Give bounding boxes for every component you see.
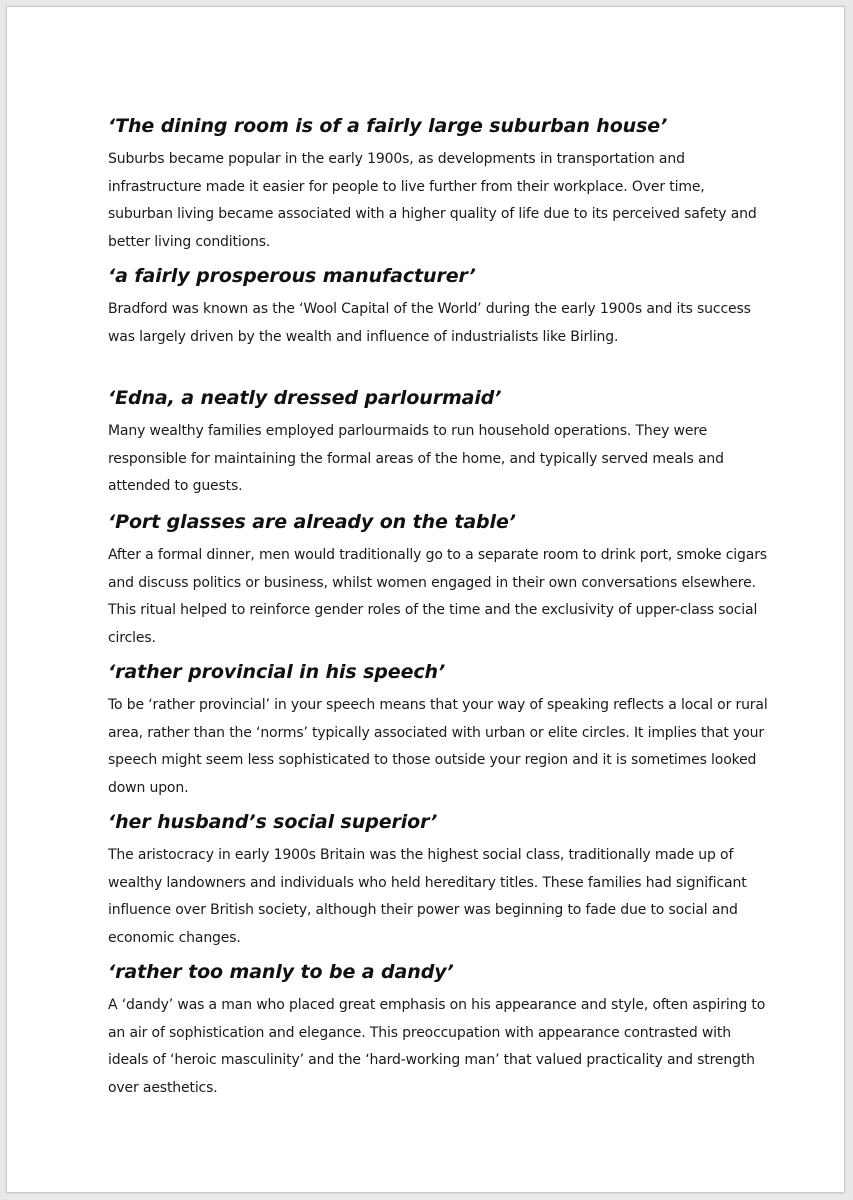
- section-heading: ‘The dining room is of a fairly large suburban house’: [108, 115, 668, 137]
- section-body: Suburbs became popular in the early 1900s, as developments in transportation and infrastructure made it easier for people to live further from their workplace. Over time, suburban living became associated with a higher quality of life due to its perceived safety and better living conditions.: [108, 151, 757, 250]
- section-body: The aristocracy in early 1900s Britain was the highest social class, traditionally made up of wealthy landowners and individuals who held hereditary titles. These families had significant influence over British society, although their power was beginning to fade due to social and economic changes.: [108, 847, 747, 946]
- section-heading: ‘rather provincial in his speech’: [108, 661, 446, 683]
- section-heading: ‘Port glasses are already on the table’: [108, 511, 516, 533]
- document-page: [6, 6, 845, 1193]
- section-body: Bradford was known as the ‘Wool Capital of the World’ during the early 1900s and its success was largely driven by the wealth and influence of industrialists like Birling.: [108, 301, 751, 345]
- section-social-superior: [108, 808, 768, 952]
- section-provincial-speech: [108, 658, 768, 802]
- section-dandy: [108, 958, 768, 1102]
- section-port-glasses: [108, 508, 768, 652]
- section-dining-room: [108, 112, 768, 256]
- section-manufacturer: [108, 262, 768, 351]
- section-heading: ‘a fairly prosperous manufacturer’: [108, 265, 476, 287]
- section-heading: ‘her husband’s social superior’: [108, 811, 438, 833]
- section-body: Many wealthy families employed parlourmaids to run household operations. They were responsible for maintaining the formal areas of the home, and typically served meals and attended to guests.: [108, 423, 724, 494]
- section-parlourmaid: [108, 384, 768, 501]
- section-body: To be ‘rather provincial’ in your speech means that your way of speaking reflects a local or rural area, rather than the ‘norms’ typically associated with urban or elite circles. It implies that your speech might seem less sophisticated to those outside your region and it is sometimes looked down upon.: [108, 697, 768, 796]
- section-body: After a formal dinner, men would traditionally go to a separate room to drink port, smoke cigars and discuss politics or business, whilst women engaged in their own conversations elsewhere. This ritual helped to reinforce gender roles of the time and the exclusivity of upper-class social circles.: [108, 547, 767, 646]
- section-heading: ‘Edna, a neatly dressed parlourmaid’: [108, 387, 502, 409]
- section-heading: ‘rather too manly to be a dandy’: [108, 961, 454, 983]
- section-body: A ‘dandy’ was a man who placed great emphasis on his appearance and style, often aspiring to an air of sophistication and elegance. This preoccupation with appearance contrasted with ideals of ‘heroic masculinity’ and the ‘hard-working man’ that valued practicality and strength over aesthetics.: [108, 997, 766, 1096]
